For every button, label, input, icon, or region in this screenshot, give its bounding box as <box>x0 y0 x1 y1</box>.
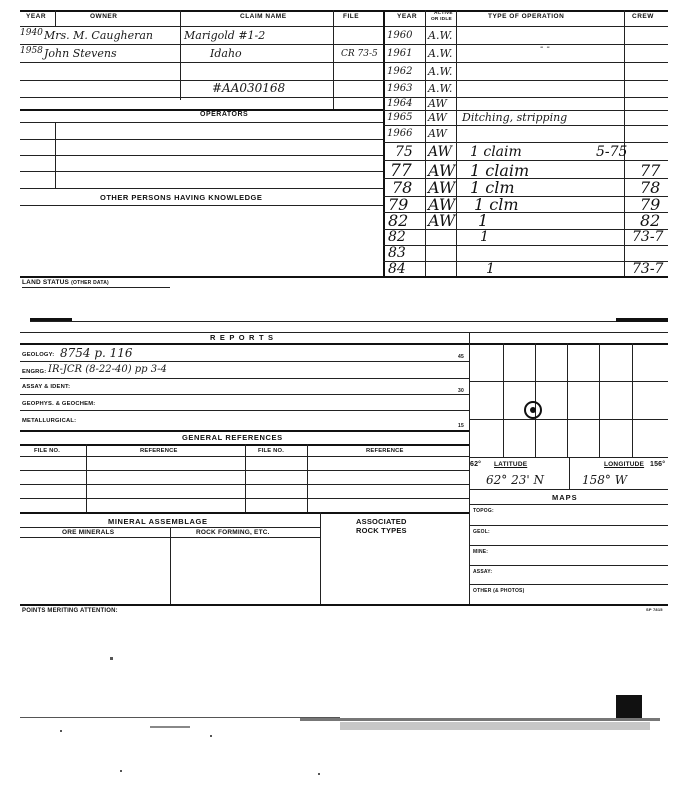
degree-left: 62° <box>470 461 482 468</box>
ops-status: AW <box>428 178 456 197</box>
top-border <box>20 10 668 12</box>
owner-row-1-owner: Mrs. M. Caugheran <box>44 29 154 42</box>
ops-type: 1 claim <box>470 144 522 160</box>
ops-status: AW <box>428 127 447 140</box>
location-marker-icon <box>524 401 542 419</box>
gr-reference-header-2: REFERENCE <box>366 448 404 454</box>
ops-crew: 77 <box>640 161 661 180</box>
ops-type: 1 clm <box>470 178 515 197</box>
geology-value: 8754 p. 116 <box>60 346 133 360</box>
engrg-label: ENGRG: <box>22 369 47 375</box>
col-header-year-ops: YEAR <box>397 13 418 20</box>
latitude-value: 62° 23' N <box>486 473 544 487</box>
ops-type: 1 <box>486 261 495 277</box>
side-number-45: 45 <box>458 354 464 360</box>
ops-year: 1964 <box>387 98 413 109</box>
claim-number: #AA030168 <box>212 81 286 95</box>
ops-status: AW <box>428 144 452 160</box>
owner-row-1-year: 1940 <box>20 28 43 38</box>
general-references-title: GENERAL REFERENCES <box>182 433 283 442</box>
assay-label: ASSAY & IDENT: <box>22 384 71 390</box>
ops-year: 1960 <box>387 30 413 41</box>
ops-crew: 78 <box>640 178 661 197</box>
geophys-label: GEOPHYS. & GEOCHEM: <box>22 401 96 407</box>
other-persons-title: OTHER PERSONS HAVING KNOWLEDGE <box>100 193 263 202</box>
geology-label: GEOLOGY: <box>22 352 55 358</box>
ops-type: - - <box>540 42 550 53</box>
longitude-value: 158° W <box>582 473 628 487</box>
ops-year: 82 <box>388 229 406 245</box>
ops-type: 1 <box>480 229 489 245</box>
col-header-active: ACTIVE <box>434 11 453 16</box>
col-header-owner: OWNER <box>90 13 118 20</box>
owner-row-2-file: CR 73-5 <box>341 49 378 59</box>
ore-minerals-header: ORE MINERALS <box>62 529 115 536</box>
ops-type: 1 <box>478 211 489 230</box>
ops-year: 78 <box>392 178 413 197</box>
col-header-claim-name: CLAIM NAME <box>240 13 287 20</box>
ops-type: 1 claim <box>470 161 530 180</box>
ops-crew: 79 <box>640 195 661 214</box>
right-panel-divider <box>469 332 470 604</box>
col-header-type-of-operation: TYPE OF OPERATION <box>488 13 565 20</box>
engrg-value: IR-JCR (8-22-40) pp 3-4 <box>48 364 167 375</box>
ops-year: 75 <box>395 144 413 160</box>
ops-crew: 5-75 <box>596 144 628 160</box>
center-divider <box>383 10 385 276</box>
ops-year: 1965 <box>387 112 413 123</box>
col-header-year: YEAR <box>26 13 47 20</box>
ops-year: 84 <box>388 261 406 277</box>
ops-crew: 82 <box>640 211 661 230</box>
maps-topog: TOPOG: <box>473 508 494 514</box>
form-code: SP 7815 <box>646 607 663 612</box>
ops-status: A.W. <box>428 65 453 78</box>
degree-right: 156° <box>650 461 666 468</box>
ops-year: 77 <box>390 161 412 181</box>
owner-row-2-year: 1958 <box>20 46 43 56</box>
mineral-assemblage-title: MINERAL ASSEMBLAGE <box>108 517 208 526</box>
maps-other: OTHER (& PHOTOS) <box>473 588 525 594</box>
gr-file-no-header: FILE NO. <box>34 448 61 454</box>
maps-assay: ASSAY: <box>473 569 493 575</box>
owner-row-1-claim: Marigold #1-2 <box>184 29 266 42</box>
ops-status: A.W. <box>428 47 453 60</box>
ops-year: 1962 <box>387 66 413 77</box>
maps-title: MAPS <box>552 493 578 502</box>
maps-mine: MINE: <box>473 549 489 555</box>
ops-year: 82 <box>388 211 409 230</box>
associated-title-1: ASSOCIATED <box>356 517 407 526</box>
owner-row-2-claim: Idaho <box>210 47 242 60</box>
gr-file-no-header-2: FILE NO. <box>258 448 285 454</box>
ops-type: 1 clm <box>474 195 519 214</box>
col-header-or-idle: OR IDLE <box>431 17 452 22</box>
ops-crew: 73-7 <box>632 261 664 277</box>
points-meriting-attention: POINTS MERITING ATTENTION: <box>22 608 118 614</box>
col-header-file: FILE <box>343 13 360 20</box>
ops-year: 83 <box>388 245 406 261</box>
ops-year: 1961 <box>387 48 413 59</box>
land-status-label: LAND STATUS (OTHER DATA) <box>22 279 109 286</box>
metallurgical-label: METALLURGICAL: <box>22 418 77 424</box>
operators-title: OPERATORS <box>200 111 249 118</box>
owner-row-2-owner: John Stevens <box>44 47 117 60</box>
associated-title-2: ROCK TYPES <box>356 526 407 535</box>
reports-title: R E P O R T S <box>210 333 275 342</box>
ops-status: AW <box>428 161 456 180</box>
ops-status: AW <box>428 111 447 124</box>
ops-status: AW <box>428 195 456 214</box>
ops-year: 1966 <box>387 128 413 139</box>
ops-year: 79 <box>388 195 409 214</box>
ops-status: AW <box>428 211 456 230</box>
side-number-30: 30 <box>458 388 464 394</box>
col-header-crew: CREW <box>632 13 654 20</box>
latitude-label: LATITUDE <box>494 461 528 468</box>
ops-status: A.W. <box>428 82 453 95</box>
gr-reference-header: REFERENCE <box>140 448 178 454</box>
longitude-label: LONGITUDE <box>604 461 645 468</box>
ops-status: A.W. <box>428 29 453 42</box>
side-number-15: 15 <box>458 423 464 429</box>
ops-type: Ditching, stripping <box>462 111 568 124</box>
ops-crew: 73-7 <box>632 229 664 245</box>
maps-geol: GEOL: <box>473 529 490 535</box>
header-divider <box>20 26 668 27</box>
ops-status: AW <box>428 97 447 110</box>
ops-year: 1963 <box>387 83 413 94</box>
rock-forming-header: ROCK FORMING, ETC. <box>196 529 270 536</box>
